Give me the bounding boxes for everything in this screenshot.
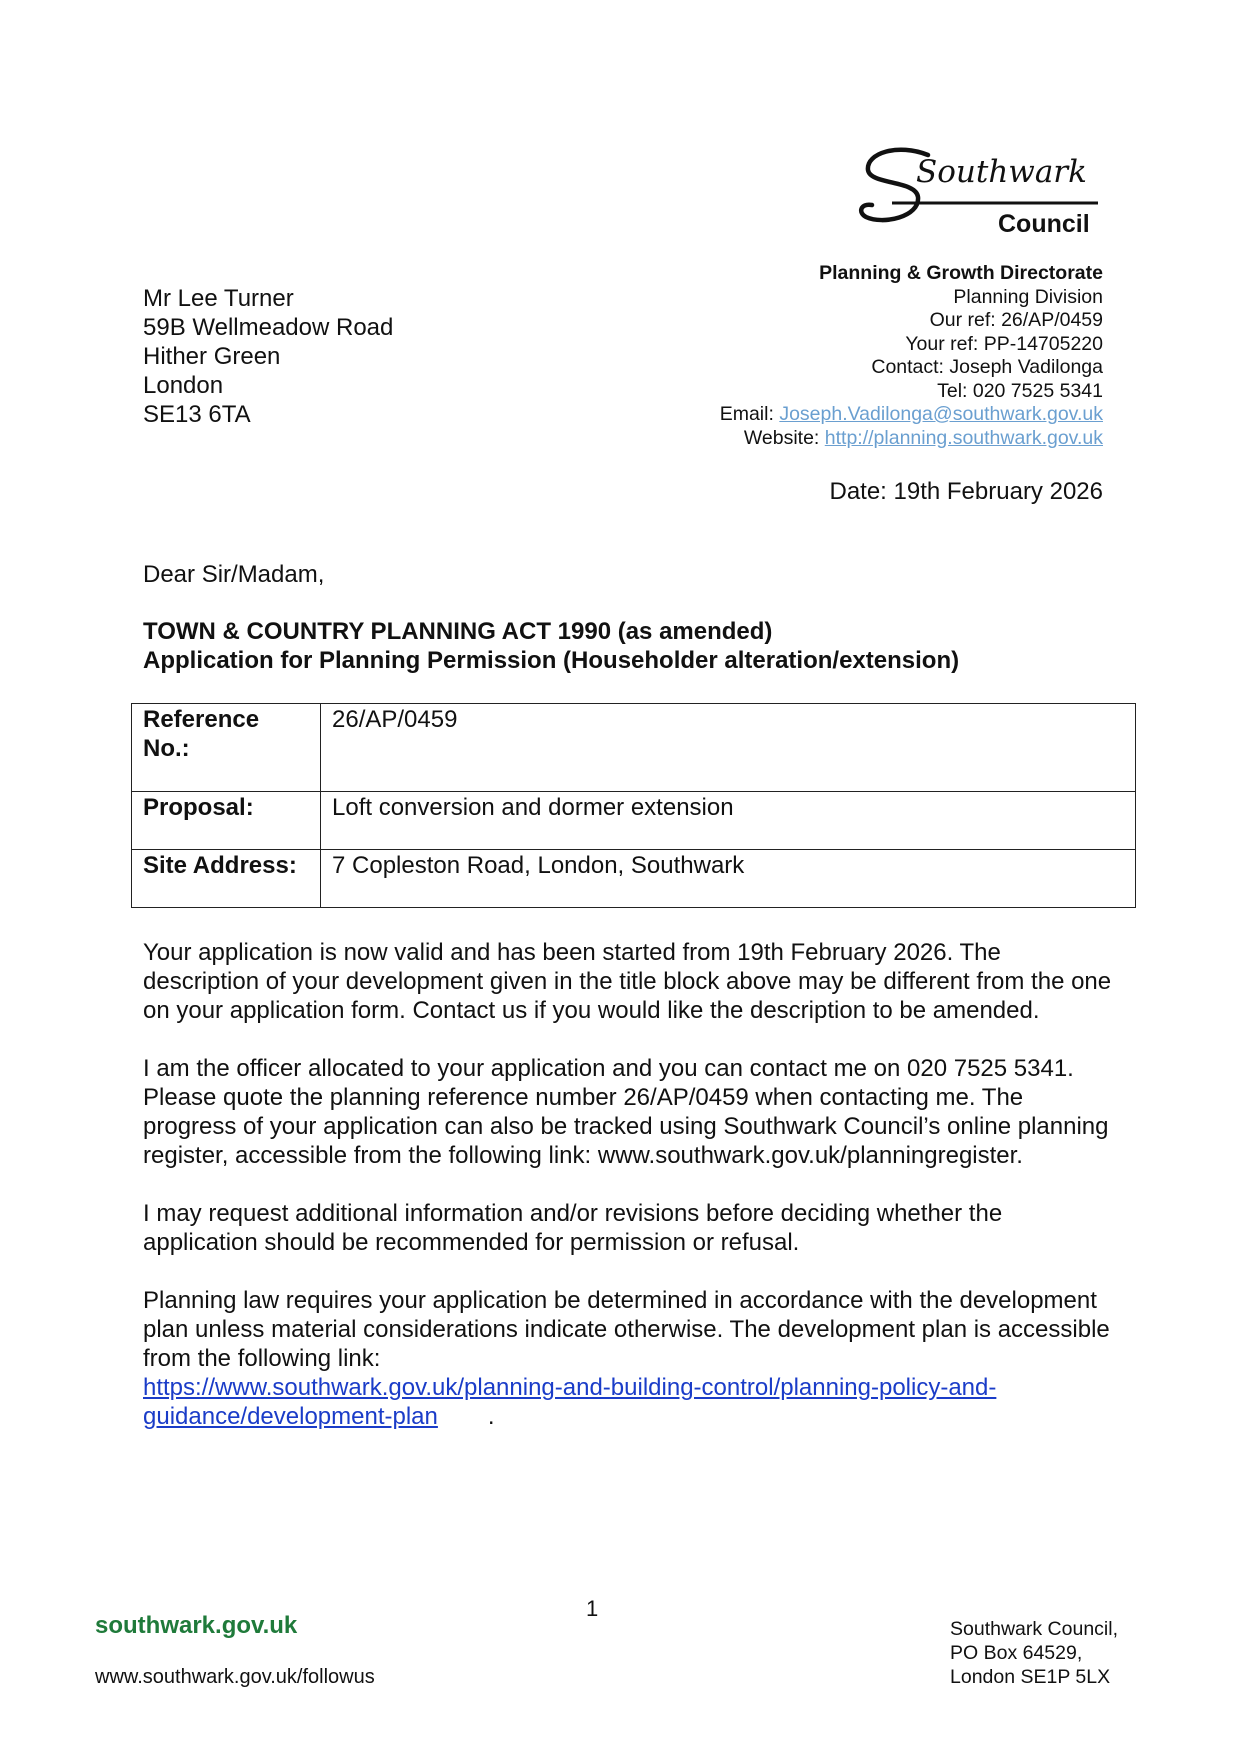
- reference-label-line1: Reference: [143, 706, 260, 733]
- letter-date: Date: 19th February 2026: [829, 478, 1103, 505]
- footer-address: [950, 1617, 1118, 1689]
- contact-block: [543, 262, 1103, 450]
- site-address-label: Site Address:: [132, 850, 321, 908]
- recipient-name: Mr Lee Turner: [143, 285, 294, 312]
- paragraph-validity: Your application is now valid and has been started from 19th February 2026. The description of your development given in the title block above may be different from the one on your application form. Contact us if you would like the description to be amended.: [143, 939, 1112, 1024]
- recipient-postcode: SE13 6TA: [143, 401, 251, 428]
- recipient-line3: London: [143, 372, 224, 399]
- your-ref: Your ref: PP-14705220: [905, 332, 1103, 355]
- email-label: Email:: [719, 403, 780, 425]
- paragraph-officer: I am the officer allocated to your application and you can contact me on 020 7525 5341. Please quote the planning reference number 26/AP/0459 when contacting me. The progress of your application can also be tracked using Southwark Council’s online planning register, accessible from the following link: www.southwark.gov.uk/planningregister.: [143, 1055, 1109, 1169]
- footer-address-line3: London SE1P 5LX: [950, 1666, 1111, 1688]
- heading-application: Application for Planning Permission (Householder alteration/extension): [143, 647, 960, 674]
- logo-brand-text: Southwark: [916, 154, 1087, 190]
- footer-follow-link[interactable]: www.southwark.gov.uk/followus: [95, 1666, 375, 1688]
- proposal-value: Loft conversion and dormer extension: [321, 792, 1136, 850]
- website-link[interactable]: http://planning.southwark.gov.uk: [824, 426, 1103, 449]
- reference-value: 26/AP/0459: [321, 704, 1136, 792]
- website-label: Website:: [743, 426, 825, 449]
- directorate: Planning & Growth Directorate: [819, 262, 1103, 284]
- page-number: 1: [586, 1596, 599, 1621]
- recipient-address: [143, 284, 393, 429]
- telephone: Tel: 020 7525 5341: [937, 379, 1103, 402]
- website-row: [543, 427, 1103, 451]
- reference-label: [132, 704, 321, 792]
- application-details-table: [131, 703, 1136, 908]
- site-address-value: 7 Copleston Road, London, Southwark: [321, 850, 1136, 908]
- paragraph-additional-info: I may request additional information and/or revisions before deciding whether the application should be recommended for permission or refusal.: [143, 1200, 1003, 1256]
- letter-body: [143, 938, 1123, 1460]
- recipient-line2: Hither Green: [143, 343, 281, 370]
- planning-law-text: Planning law requires your application be determined in accordance with the development plan unless material considerations indicate otherwise. The development plan is accessible from the following link:: [143, 1287, 1110, 1372]
- footer-site-link[interactable]: southwark.gov.uk: [95, 1612, 298, 1639]
- table-row: [132, 704, 1136, 792]
- table-row: [132, 792, 1136, 850]
- southwark-council-logo: [858, 125, 1103, 240]
- letter-heading: [143, 617, 959, 675]
- development-plan-link[interactable]: [143, 1374, 996, 1430]
- our-ref: Our ref: 26/AP/0459: [929, 309, 1103, 331]
- logo-council-text: Council: [998, 210, 1090, 238]
- reference-label-line2: No.:: [143, 735, 190, 762]
- recipient-line1: 59B Wellmeadow Road: [143, 314, 394, 341]
- planning-law-end: .: [487, 1403, 495, 1430]
- contact-name: Contact: Joseph Vadilonga: [871, 356, 1103, 378]
- email-link[interactable]: Joseph.Vadilonga@southwark.gov.uk: [779, 403, 1103, 425]
- heading-act: TOWN & COUNTRY PLANNING ACT 1990 (as amended): [143, 618, 773, 645]
- southwark-logo-mark: [858, 125, 1103, 240]
- division: Planning Division: [953, 285, 1103, 308]
- footer-address-line2: PO Box 64529,: [950, 1642, 1083, 1664]
- development-plan-link-line2: guidance/development-plan: [143, 1403, 438, 1430]
- table-row: [132, 850, 1136, 908]
- paragraph-planning-law: [143, 1286, 1123, 1431]
- salutation: Dear Sir/Madam,: [143, 561, 325, 588]
- proposal-label: Proposal:: [132, 792, 321, 850]
- email-row: [543, 403, 1103, 427]
- footer-address-line1: Southwark Council,: [950, 1618, 1118, 1640]
- development-plan-link-line1: https://www.southwark.gov.uk/planning-and-building-control/planning-policy-and-: [143, 1374, 997, 1401]
